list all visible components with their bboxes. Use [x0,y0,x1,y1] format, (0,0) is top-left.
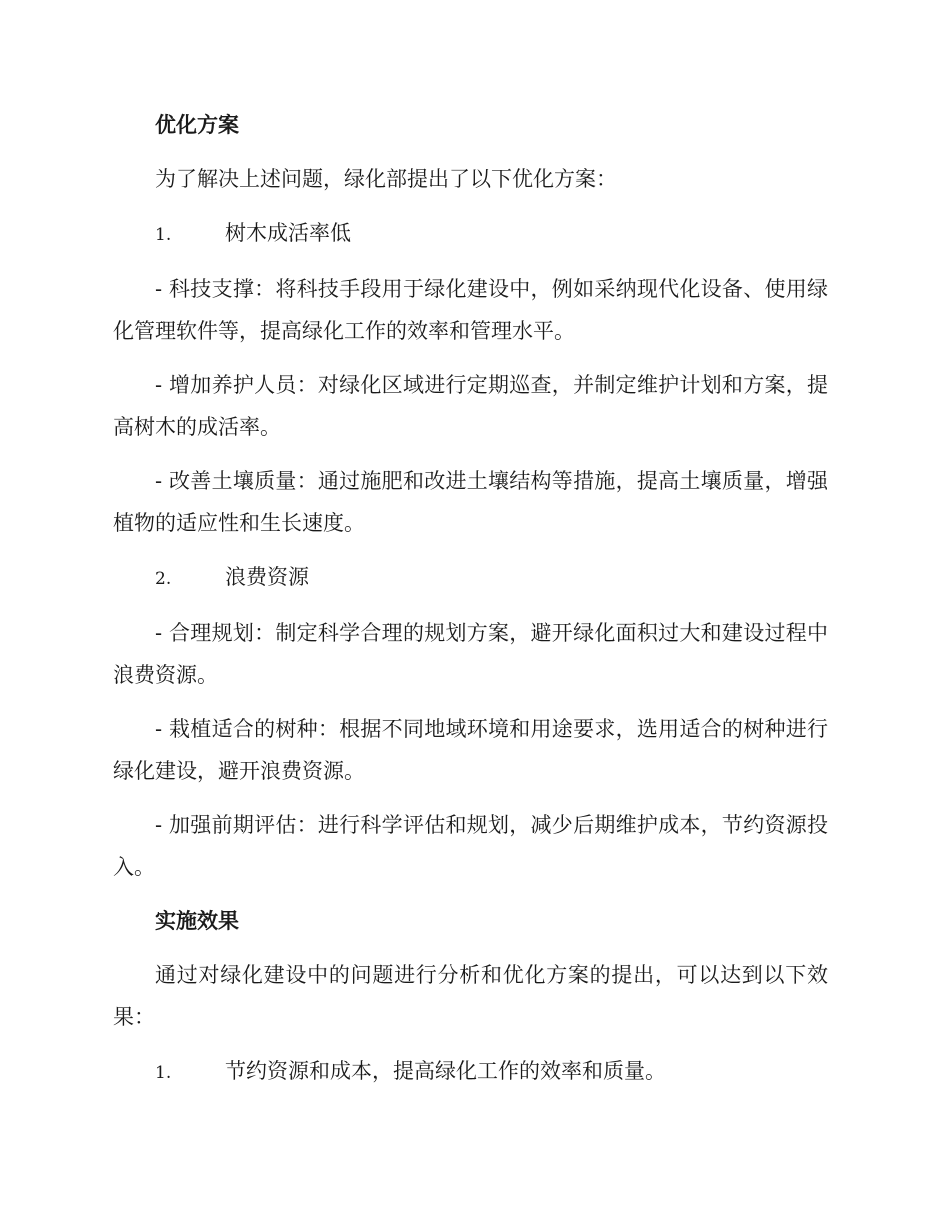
problem-title: 树木成活率低 [225,221,351,245]
list-number: 1. [155,225,172,245]
measure-paragraph: - 加强前期评估：进行科学评估和规划，减少后期维护成本，节约资源投入。 [113,813,828,879]
section-heading-effects: 实施效果 [155,908,239,933]
problem-title: 浪费资源 [225,565,309,589]
measure-paragraph: - 栽植适合的树种：根据不同地域环境和用途要求，选用适合的树种进行绿化建设，避开浪费资源。 [113,717,828,783]
measure-paragraph: - 增加养护人员：对绿化区域进行定期巡查，并制定维护计划和方案，提高树木的成活率。 [113,373,828,439]
effects-intro: 通过对绿化建设中的问题进行分析和优化方案的提出，可以达到以下效果： [113,963,828,1029]
list-number: 1. [155,1063,172,1083]
problem-item-1 [113,212,828,256]
measure-paragraph: - 合理规划：制定科学合理的规划方案，避开绿化面积过大和建设过程中浪费资源。 [113,621,828,687]
list-number: 2. [155,569,172,589]
effect-item-1 [113,1050,828,1094]
measure-paragraph: - 改善土壤质量：通过施肥和改进土壤结构等措施，提高土壤质量，增强植物的适应性和生长速度。 [113,469,828,535]
section-heading-optimization: 优化方案 [155,112,239,137]
optimization-intro: 为了解决上述问题，绿化部提出了以下优化方案： [155,167,617,191]
effect-text: 节约资源和成本，提高绿化工作的效率和质量。 [225,1059,666,1083]
document-page [113,104,828,1106]
measure-paragraph: - 科技支撑：将科技手段用于绿化建设中，例如采纳现代化设备、使用绿化管理软件等，提高绿化工作的效率和管理水平。 [113,277,828,343]
problem-item-2 [113,556,828,600]
